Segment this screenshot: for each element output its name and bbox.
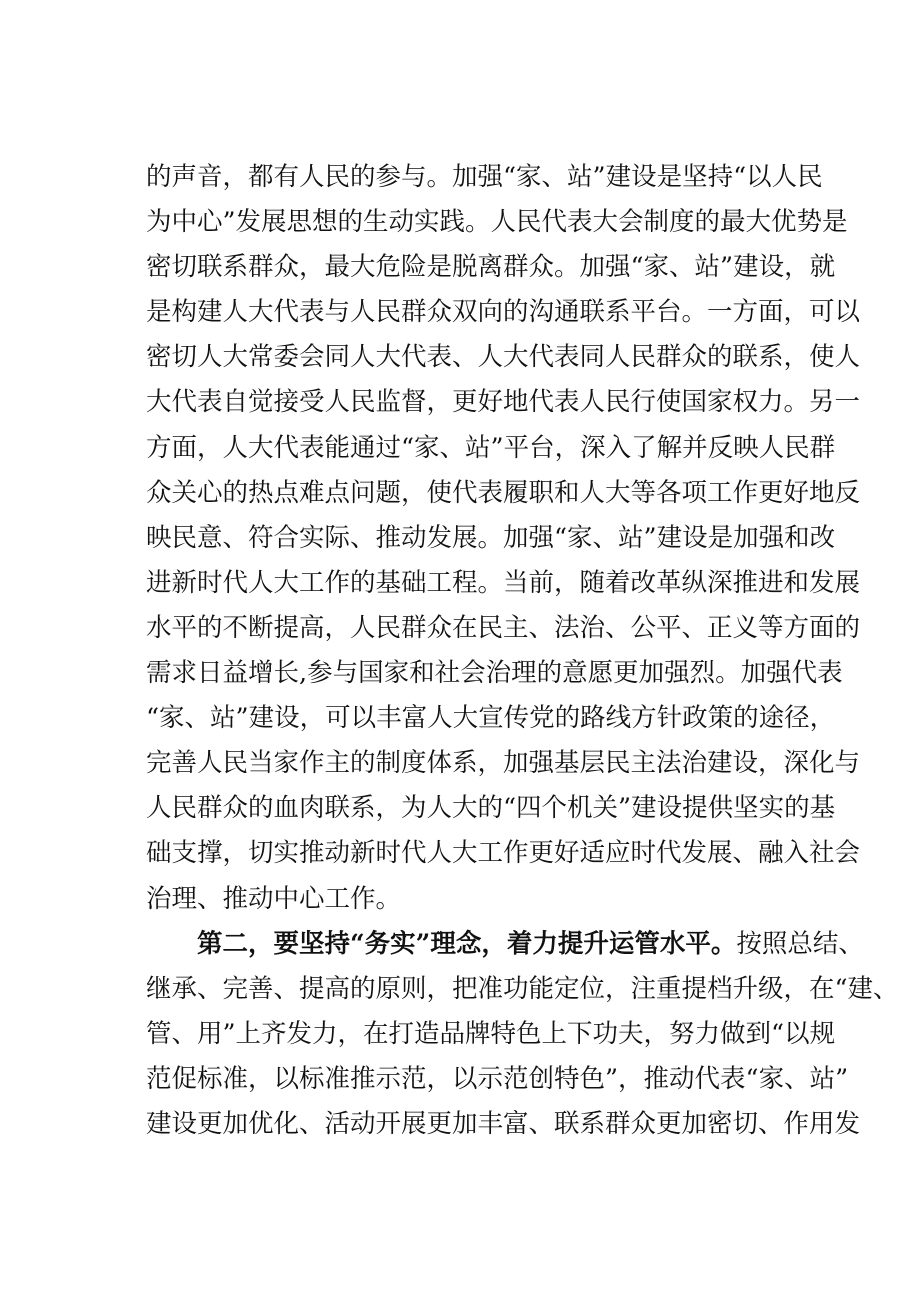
paragraph-2 — [146, 922, 899, 1147]
paragraph-1 — [146, 155, 861, 922]
text-line: 继承、完善、提高的原则，把准功能定位，注重提档升级，在“建、 — [146, 973, 899, 1004]
text-line: 是构建人大代表与人民群众双向的沟通联系平台。一方面，可以 — [146, 297, 861, 328]
text-line: 完善人民当家作主的制度体系，加强基层民主法治建设，深化与 — [146, 748, 861, 779]
text-line: 映民意、符合实际、推动发展。加强“家、站”建设是加强和改 — [146, 522, 836, 553]
text-line: 方面，人大代表能通过“家、站”平台，深入了解并反映人民群 — [146, 432, 836, 463]
text-line: “家、站”建设，可以丰富人大宣传党的路线方针政策的途径， — [146, 703, 836, 734]
text-line: 为中心”发展思想的生动实践。人民代表大会制度的最大优势是 — [146, 207, 848, 238]
document-body — [146, 155, 899, 1147]
text-line: 众关心的热点难点问题，使代表履职和人大等各项工作更好地反 — [146, 477, 861, 508]
text-line: 建设更加优化、活动开展更加丰富、联系群众更加密切、作用发 — [146, 1108, 861, 1139]
text-line: 治理、推动中心工作。 — [146, 883, 402, 914]
text-line: 密切联系群众，最大危险是脱离群众。加强“家、站”建设，就 — [146, 252, 836, 283]
text-line: 进新时代人大工作的基础工程。当前，随着改革纵深推进和发展 — [146, 567, 861, 598]
text-line: 密切人大常委会同人大代表、人大代表同人民群众的联系，使人 — [146, 342, 861, 373]
text-line: 管、用”上齐发力，在打造品牌特色上下功夫，努力做到“以规 — [146, 1018, 836, 1049]
text-line: 水平的不断提高，人民群众在民主、法治、公平、正义等方面的 — [146, 612, 861, 643]
heading-continuation: 按照总结、 — [736, 928, 864, 959]
text-line: 人民群众的血肉联系，为人大的“四个机关”建设提供坚实的基 — [146, 793, 836, 824]
text-line: 础支撑，切实推动新时代人大工作更好适应时代发展、融入社会 — [146, 838, 861, 869]
text-line: 范促标准，以标准推示范，以示范创特色”，推动代表“家、站” — [146, 1063, 849, 1094]
paragraph-heading: 第二，要坚持“务实”理念，着力提升运管水平。 — [197, 928, 737, 959]
text-line: 的声音，都有人民的参与。加强“家、站”建设是坚持“以人民 — [146, 162, 823, 192]
text-line: 大代表自觉接受人民监督，更好地代表人民行使国家权力。另一 — [146, 387, 861, 418]
text-line: 需求日益增长,参与国家和社会治理的意愿更加强烈。加强代表 — [146, 658, 843, 689]
paragraph-first-line — [146, 922, 864, 967]
